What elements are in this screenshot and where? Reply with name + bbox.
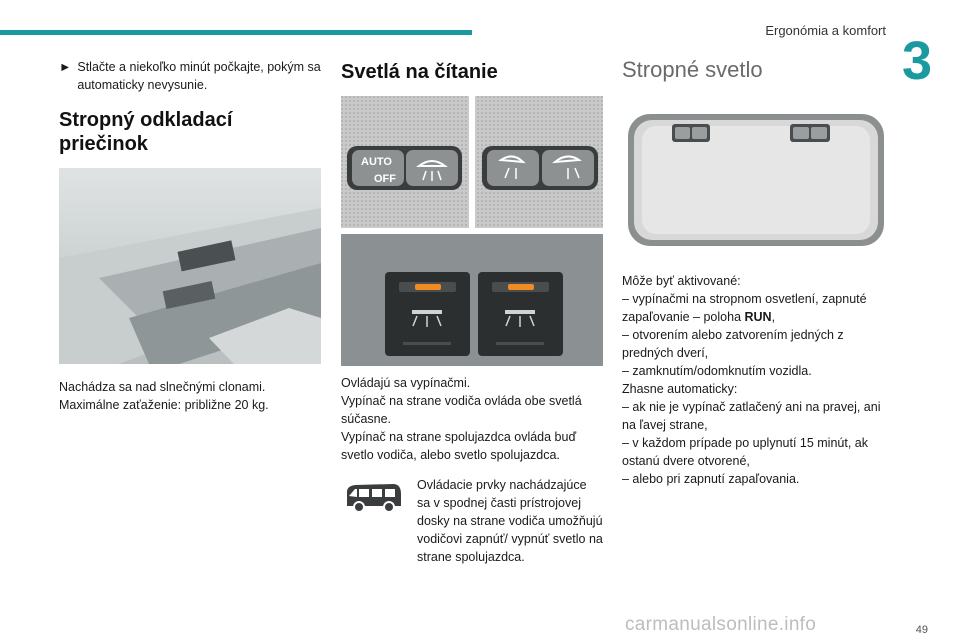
accent-bar xyxy=(0,30,472,35)
bullet-arrow-icon: ► xyxy=(59,60,72,74)
storage-heading: Stropný odkladací priečinok xyxy=(59,109,233,155)
storage-compartment-image xyxy=(59,168,321,364)
right-column xyxy=(622,58,892,488)
activation-item-2: – otvorením alebo zatvorením jedných z predných dverí, xyxy=(622,328,844,360)
van-note xyxy=(341,476,603,566)
reading-light-switches-image xyxy=(341,96,603,228)
storage-location: Nachádza sa nad slnečnými clonami. xyxy=(59,380,266,394)
auto-off-intro: Zhasne automaticky: xyxy=(622,382,738,396)
reading-lights-heading: Svetlá na čítanie xyxy=(341,61,498,83)
page-number: 49 xyxy=(915,624,928,636)
van-note-text: Ovládacie prvky nachádzajúce sa v spodnej časti prístrojovej dosky na strane vodiča umožňujú vodičovi zapnúť/ vypnúť svetlo na strane spolujazdca. xyxy=(417,478,603,564)
off-label: OFF xyxy=(374,173,396,185)
activation-intro: Môže byť aktivované: xyxy=(622,274,741,288)
auto-off-item-3: – alebo pri zapnutí zapaľovania. xyxy=(622,472,800,486)
ceiling-light-image xyxy=(624,112,888,252)
run-label: RUN xyxy=(744,310,772,324)
van-icon xyxy=(341,480,405,514)
intro-bullet xyxy=(59,58,321,94)
watermark: carmanualsonline.info xyxy=(625,614,817,635)
activation-item-1: – vypínačmi na stropnom osvetlení, zapnuté zapaľovanie – poloha RUN, xyxy=(622,292,867,324)
activation-item-3: – zamknutím/odomknutím vozidla. xyxy=(622,364,812,378)
auto-off-item-1: – ak nie je vypínač zatlačený ani na pravej, ani na ľavej strane, xyxy=(622,400,881,432)
auto-label: AUTO xyxy=(361,156,392,168)
auto-off-item-2: – v každom prípade po uplynutí 15 minút, ak ostanú dvere otvorené, xyxy=(622,436,868,468)
reading-p3: Vypínač na strane spolujazdca ovláda buď svetlo vodiča, alebo svetlo spolujazdca. xyxy=(341,430,577,462)
reading-p1: Ovládajú sa vypínačmi. xyxy=(341,376,471,390)
intro-text: Stlačte a niekoľko minút počkajte, pokým sa automaticky nevysunie. xyxy=(77,60,321,92)
dashboard-switches-image xyxy=(341,234,603,366)
storage-max-load: Maximálne zaťaženie: približne 20 kg. xyxy=(59,398,269,412)
chapter-number: 3 xyxy=(902,31,933,91)
left-column xyxy=(59,58,321,414)
middle-column xyxy=(341,58,603,566)
ceiling-light-heading: Stropné svetlo xyxy=(622,57,763,82)
section-title: Ergonómia a komfort xyxy=(765,23,886,38)
reading-p2: Vypínač na strane vodiča ovláda obe svetlá súčasne. xyxy=(341,394,582,426)
